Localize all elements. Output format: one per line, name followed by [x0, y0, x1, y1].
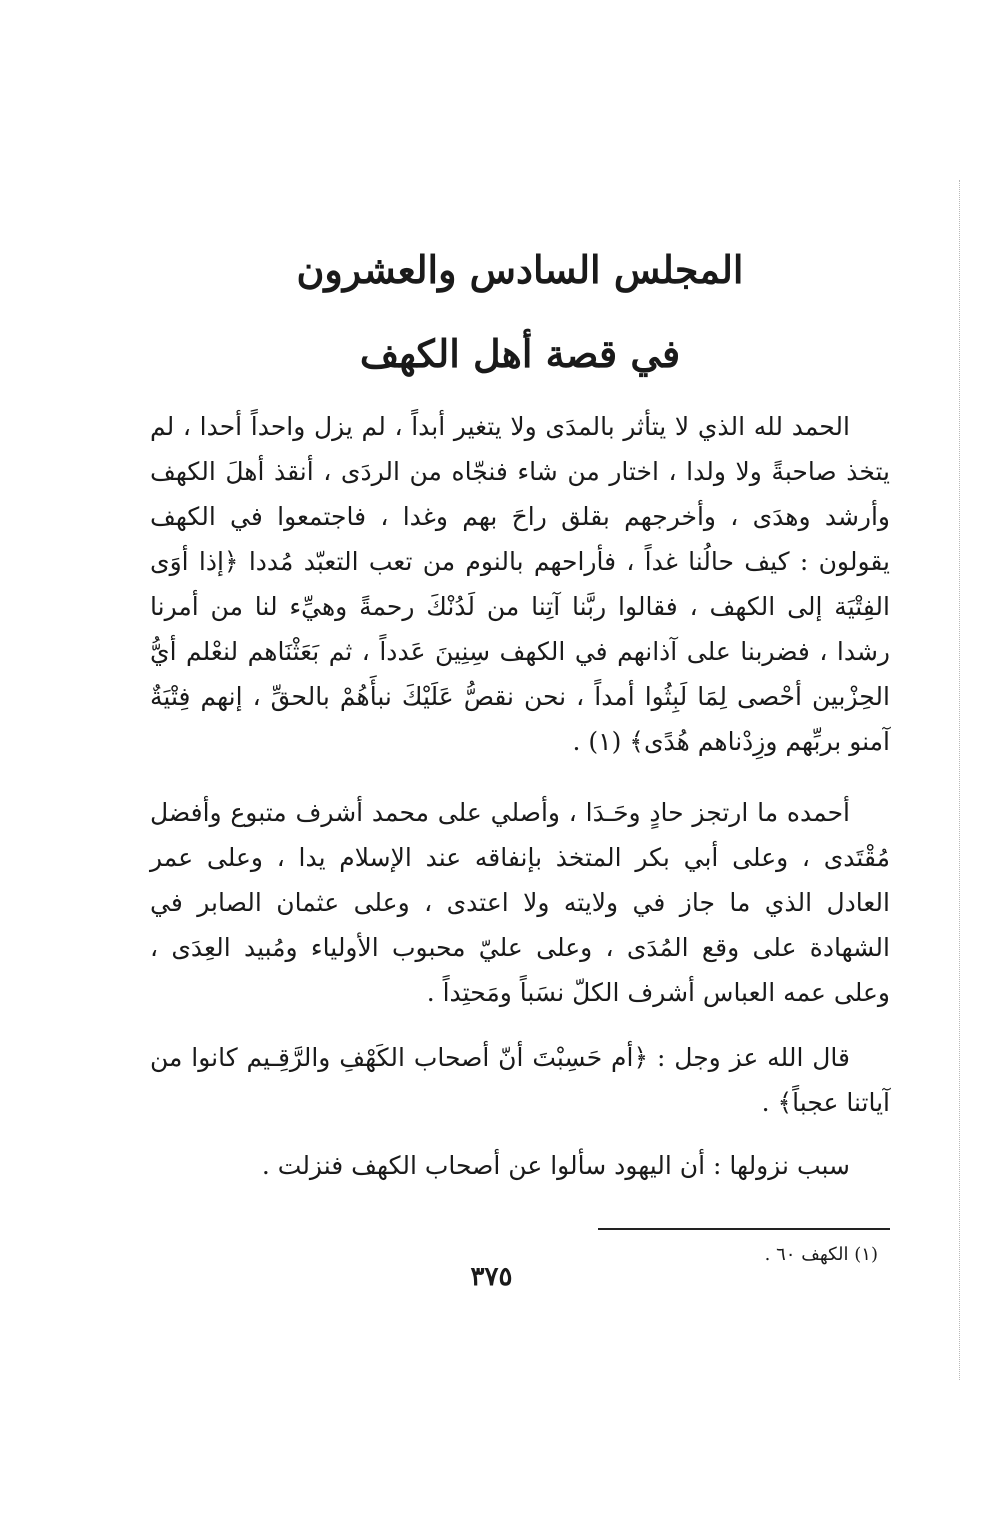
footnote-rule	[598, 1228, 890, 1230]
paragraph-reason: سبب نزولها : أن اليهود سألوا عن أصحاب الكهف فنزلت .	[261, 1151, 850, 1180]
paragraph-verse: قال الله عز وجل : ﴿أم حَسِبْتَ أنّ أصحاب الكَهْفِ والرَّقِـيم كانوا من آياتنا عجباً﴾ .	[150, 1043, 890, 1117]
chapter-subtitle: في قصة أهل الكهف	[359, 331, 681, 376]
book-page	[150, 240, 890, 1270]
chapter-title: المجلس السادس والعشرون	[296, 247, 744, 292]
page-number: ٣٧٥	[470, 1262, 513, 1292]
paragraph-opening: الحمد لله الذي لا يتأثر بالمدَى ولا يتغير أبداً ، لم يزل واحداً أحدا ، لم يتخذ صاحبةً ولا ولدا ، اختار من شاء فنجّاه من الردَى ، أنقذ أهلَ الكهف وأرشد وهدَى ، وأخرجهم بقلق راحَ بهم وغدا ، فاجتمعوا في الكهف يقولون : كيف حالُنا غداً ، فأراحهم بالنوم من تعب التعبّد مُددا ﴿إذا أوَى الفِتْيَة إلى الكهف ، فقالوا ربَّنا آتِنا من لَدُنْكَ رحمةً وهيِّء لنا من أمرنا رشدا ، فضربنا على آذانهم في الكهف سِنِينَ عَدداً ، ثم بَعَثْنَاهم لنعْلم أيُّ الحِزْبين أحْصى لِمَا لَبِثُوا أمداً ، نحن نقصُّ عَلَيْكَ نبأَهُمْ بالحقِّ ، إنهم فِتْيَةٌ آمنو بربِّهم وزِدْناهم هُدًى﴾ (١) .	[150, 412, 890, 756]
page-edge-line	[959, 180, 960, 1380]
footnote: (١) الكهف ٦٠ .	[764, 1244, 878, 1265]
paragraph-praise: أحمده ما ارتجز حادٍ وحَـدَا ، وأصلي على محمد أشرف متبوع وأفضل مُقْتَدى ، وعلى أبي بكر المتخذ بإنفاقه عند الإسلام يدا ، وعلى عمر العادل الذي ما جاز في ولايته ولا اعتدى ، وعلى عثمان الصابر في الشهادة على وقع المُدَى ، وعلى عليّ محبوب الأولياء ومُبيد العِدَى ، وعلى عمه العباس أشرف الكلّ نسَباً ومَحتِداً .	[150, 798, 890, 1007]
